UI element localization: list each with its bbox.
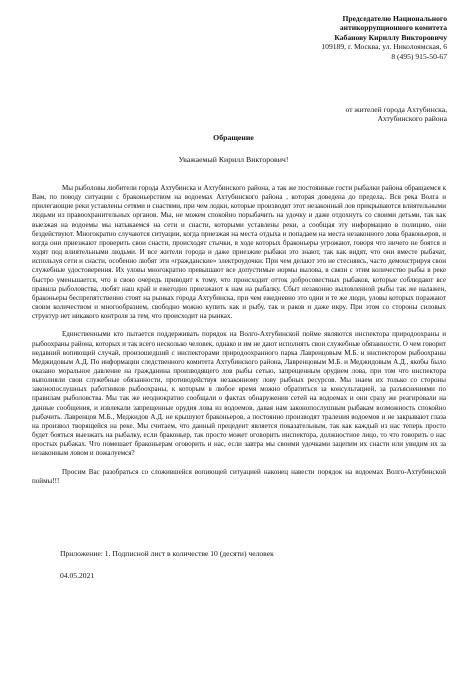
document-date: 04.05.2021	[60, 571, 95, 580]
addressee-line: антикоррупционного комитета	[339, 23, 447, 33]
greeting: Уважаемый Кирилл Викторович!	[178, 155, 289, 164]
paragraph: Мы рыболовы любители города Ахтубинска и Ахтубинского района, а так же постоянные гости рыбалки района обращаемся к Вам, по поводу ситуации с браконьерством на водоемах Ахтубинского района , которая доведена до предела,. Вся река Волга и прилегающие реки уставлены сетями и снастями, при чем лодки, которые производят этот незаконный лов прикрываются влиятельными людьми из правоохранительных органов. Мы, не можем спокойно порыбачить на удочку и даже отдохнуть со своими детьми, так как выезжая на водоемы мы натыкаемся на сети и снасти, которыми уставлены реки, а сообщая эту информацию в полицию, они бездействуют. Многократно случаются ситуации, когда приезжая на места отдыха и попадаем на места незаконного лова браконьеров, и когда они приезжают проверить свои снасти, происходят стычки, в ходе которых браконьеры угрожают, говоря что ничего не боятся и ходят под влиятельными людьми. И все жители города и даже приезжие рыбаки это знают, так как видят, что они вместе рыбачат, используя сети и снасти, особенно любят эти «гражданские» электроудочки. При чем делают это не стесняясь, часто демонстрируя свои служебные удостоверения. Их уловы многократно превышают все допустимые нормы вылова, в связи с этим количество рыбы в реке быстро уменьшается, что в свою очередь приводит к тому, что происходит отток добросовестных рыбаков, которые соблюдают все правила рыболовства, любят наш край и ежегодно приезжают к нам на рыбалку. Сбыт незаконно выловленной рыбы так же налажен, браконьеры беспрепятственно стоят на рынках города Ахтубинска, при чем ежедневно это одни и те же люди, уловы которых поражают своим количеством и многообразием, свободно можно купить как и рыбу, так и раков и даже икру. При этом со стороны силовых структур нет никакого контроля за тем, что происходит на рынках.	[32, 184, 446, 321]
addressee-address: 109189, г. Москва, ул. Николоямская, 6	[321, 42, 447, 52]
paragraph: Просим Вас разобраться со сложившейся вопиющей ситуацией наконец навести порядок на водоемах Волго-Ахтубинской поймы!!!	[32, 467, 446, 485]
sender-line: Ахтубинского района	[377, 114, 447, 124]
appendix-note: Приложение: 1. Подписной лист в количестве 10 (десяти) человек	[60, 549, 274, 558]
document-title: Обращение	[213, 133, 254, 142]
letter-body	[32, 184, 446, 495]
sender-block	[277, 105, 447, 124]
paragraph: Единственными кто пытается поддерживать порядок на Волго-Ахтубинской пойме являются инспектора природоохраны и рыбоохраны района, которых и так всего несколько человек, однако и им не дают исполнять свои служебные обязанности. О чем говорит недавний вопиющий случай, произошедший с инспекторами природоохранного парка Лавренцовым М.Б. и инспектором рыбоохраны Меджидовым А.Д. По информации следственного комитета Ахтубинского района, Лавренцовым М.Б. и Меджидовым А.Д., якобы было оказано моральное давление на гражданина производящего лов рыбы сетью, запрещенным орудием лова, при том что инспектора выполняли свои служебные обязанности, противодействуя незаконному лову рыбных ресурсов. Мы знаем их только со стороны законопослушных работников рыбоохраны, к которым в любое время можно обратиться за консультацией, за разъяснениями по правилам рыболовства. Мы так же неоднократно сообщали о фактах обнаружения сетей на водоемах и они сразу же реагировали на данные сообщения, и извлекали запрещенные орудия лова из водоемов, давая нам законопослушным рыбакам возможность спокойно рыбачить. Лавренцов М.Б., Меджидов А.Д. не крышуют браконьеров, а постоянно производят траления водоемов и не закрывают глаза на произвол творящейся на реке. Мы считаем, что данный прецедент является показательным, так как каждый из нас теперь просто будет бояться выезжать на рыбалку, если браконьер, так просто может оговорить инспектора, должностное лицо, то что говорить о нас простых рыбаках. Что помешает браконьерам оговорить и нас, если завтра мы своими удочками зацепим их снасти или увидим их за незаконным ловом и пожалуемся?	[32, 330, 446, 458]
addressee-line: Председателю Национального	[342, 14, 447, 23]
addressee-phone: 8 (495) 915-50-67	[391, 51, 447, 61]
sender-line: от жителей города Ахтубинска,	[345, 105, 447, 114]
addressee-line: Кабанову Кириллу Викторовичу	[334, 32, 447, 42]
addressee-block	[247, 14, 447, 61]
